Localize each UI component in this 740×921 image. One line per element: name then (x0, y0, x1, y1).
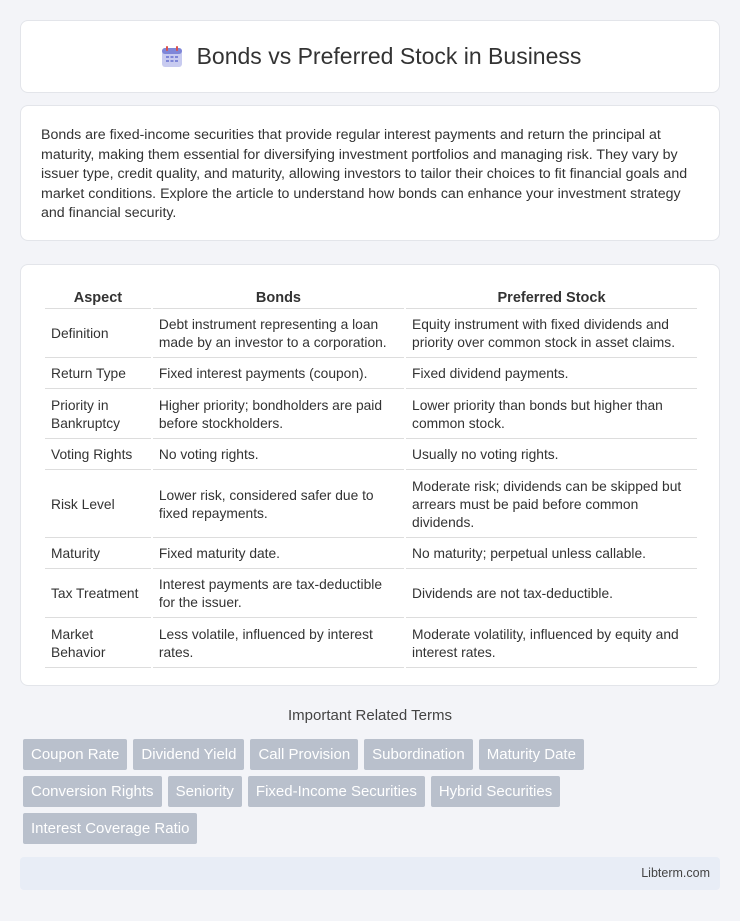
intro-text: Bonds are fixed-income securities that provide regular interest payments and return the principal at maturity, making them essential for diversifying investment portfolios and managing risk. They vary by issuer type, credit quality, and maturity, allowing investors to tailor their choices to fit financial goals and market conditions. Explore the article to understand how bonds can enhance your investment strategy and financial security. (41, 127, 688, 222)
table-row (45, 620, 697, 668)
cell-bonds: No voting rights. (153, 441, 404, 470)
cell-preferred-stock: Usually no voting rights. (406, 441, 697, 470)
related-term-tag[interactable]: Dividend Yield (133, 739, 244, 770)
cell-preferred-stock: No maturity; perpetual unless callable. (406, 540, 697, 569)
comparison-card (20, 264, 720, 686)
cell-aspect: Risk Level (45, 472, 151, 538)
related-terms-list (23, 739, 723, 850)
cell-aspect: Voting Rights (45, 441, 151, 470)
cell-preferred-stock: Lower priority than bonds but higher than common stock. (406, 391, 697, 439)
cell-bonds: Less volatile, influenced by interest rates. (153, 620, 404, 668)
cell-preferred-stock: Moderate risk; dividends can be skipped but arrears must be paid before common dividends. (406, 472, 697, 538)
cell-bonds: Interest payments are tax-deductible for the issuer. (153, 571, 404, 618)
cell-bonds: Lower risk, considered safer due to fixed repayments. (153, 472, 404, 538)
related-term-tag[interactable]: Interest Coverage Ratio (23, 813, 197, 844)
calendar-icon (159, 44, 185, 70)
cell-aspect: Definition (45, 311, 151, 358)
related-term-tag[interactable]: Hybrid Securities (431, 776, 560, 807)
cell-bonds: Fixed interest payments (coupon). (153, 360, 404, 389)
cell-aspect: Return Type (45, 360, 151, 389)
table-row (45, 360, 697, 389)
table-row (45, 441, 697, 470)
cell-preferred-stock: Moderate volatility, influenced by equity and interest rates. (406, 620, 697, 668)
related-term-tag[interactable]: Seniority (168, 776, 242, 807)
table-header-row (45, 287, 697, 309)
cell-bonds: Fixed maturity date. (153, 540, 404, 569)
cell-bonds: Debt instrument representing a loan made by an investor to a corporation. (153, 311, 404, 358)
footer-link[interactable]: Libterm.com (641, 866, 710, 880)
table-row (45, 540, 697, 569)
related-term-tag[interactable]: Conversion Rights (23, 776, 162, 807)
table-row (45, 311, 697, 358)
header-aspect: Aspect (45, 287, 151, 309)
cell-aspect: Tax Treatment (45, 571, 151, 618)
header-card (20, 20, 720, 93)
table-row (45, 391, 697, 439)
related-term-tag[interactable]: Coupon Rate (23, 739, 127, 770)
header-preferred-stock: Preferred Stock (406, 287, 697, 309)
cell-bonds: Higher priority; bondholders are paid before stockholders. (153, 391, 404, 439)
cell-aspect: Market Behavior (45, 620, 151, 668)
cell-preferred-stock: Dividends are not tax-deductible. (406, 571, 697, 618)
cell-aspect: Priority in Bankruptcy (45, 391, 151, 439)
page-title: Bonds vs Preferred Stock in Business (196, 43, 582, 69)
footer (20, 857, 720, 890)
related-term-tag[interactable]: Subordination (364, 739, 473, 770)
related-term-tag[interactable]: Call Provision (250, 739, 358, 770)
header-bonds: Bonds (153, 287, 404, 309)
related-term-tag[interactable]: Maturity Date (479, 739, 584, 770)
cell-preferred-stock: Fixed dividend payments. (406, 360, 697, 389)
table-row (45, 472, 697, 538)
cell-preferred-stock: Equity instrument with fixed dividends and priority over common stock in asset claims. (406, 311, 697, 358)
intro-card (20, 105, 720, 241)
table-row (45, 571, 697, 618)
related-term-tag[interactable]: Fixed-Income Securities (248, 776, 425, 807)
related-terms-title: Important Related Terms (288, 707, 452, 724)
comparison-table (43, 285, 699, 670)
cell-aspect: Maturity (45, 540, 151, 569)
